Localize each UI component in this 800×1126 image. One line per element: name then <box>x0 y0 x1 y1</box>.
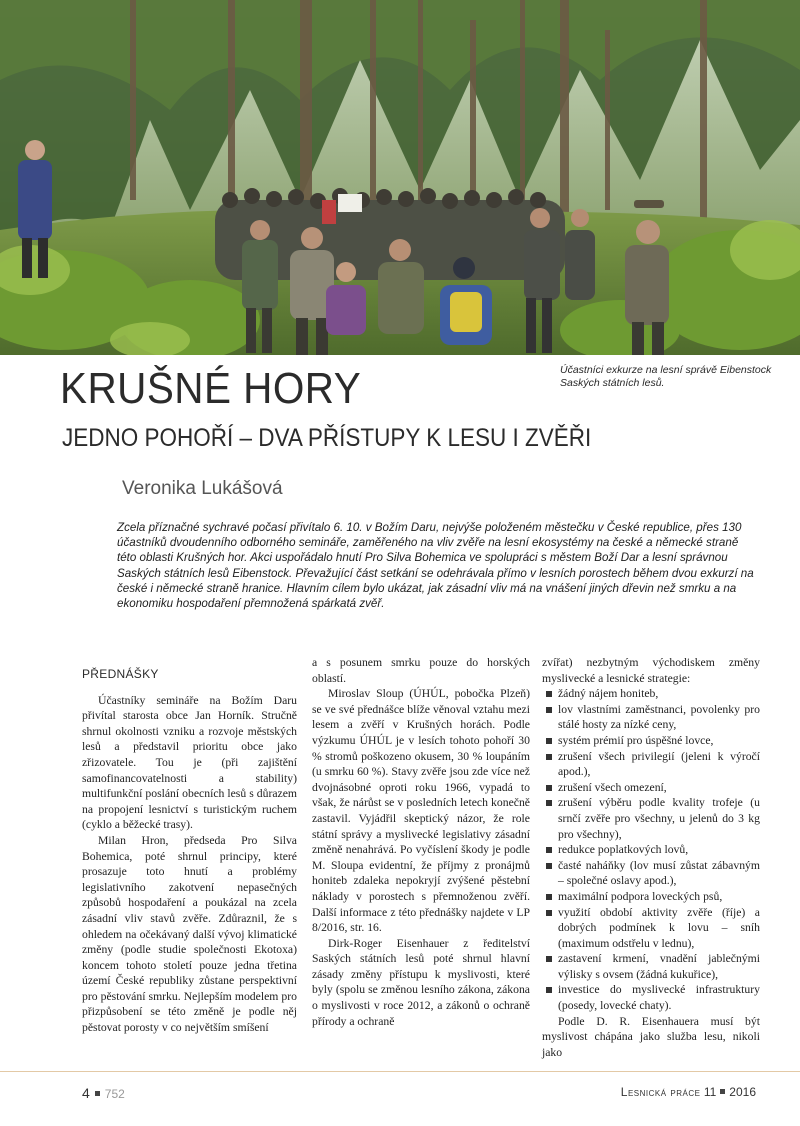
footer-rule <box>0 1071 800 1072</box>
list-item: systém prémií pro úspěšné lovce, <box>542 733 760 749</box>
square-bullet-icon <box>720 1089 725 1094</box>
list-item: redukce poplatkových lovů, <box>542 842 760 858</box>
list-item: lov vlastními zaměstnanci, povolenky pro stálé hosty za nízké ceny, <box>542 702 760 733</box>
list-item: využití období aktivity zvěře (říje) a dobrých podmínek k lovu – sníh (maximum odstřelu v lednu), <box>542 905 760 952</box>
article-lead: Zcela příznačné sychravé počasí přivítalo 6. 10. v Božím Daru, nejvýše položeném městečku v České republice, přes 130 účastníků dvoudenního odborného semináře, zaměřeného na vliv zvěře na lesní ekosystémy na české a německé straně této oblasti Krušných hor. Akci uspořádalo hnutí Pro Silva Bohemica ve spolupráci s městem Boží Dar a lesní správnou Saských státních lesů Eibenstock. Převažující část setkání se odehrávala přímo v lesních porostech během dvou exkurzí na české i německé straně hranice. Hlavním cílem bylo ukázat, jak zásadní vliv má na vnášení jiných dřevin než smrku a na ekonomiku hospodaření přemnožená spárkatá zvěř. <box>117 521 754 611</box>
square-bullet-icon <box>95 1091 100 1096</box>
list-item: žádný nájem honiteb, <box>542 686 760 702</box>
page-number <box>82 1085 125 1101</box>
paragraph: Milan Hron, předseda Pro Silva Bohemica, poté shrnul principy, které prosazuje toto hnutí a problémy legislativního zakotvení nepasečných způsobů hospodaření a poukázal na zcela zásadní vliv stavů zvěře. Zdůraznil, že s ohledem na očekávaný další vývoj klimatické změny (podle studie společnosti Ekotoxa) koncem tohoto století pouze jedna třetina území České republiky zůstane perspektivní pro pěstování smrku. Nejlepším modelem pro přizpůsobení se této změně je podle něj pěstovat porosty v co největším smíšení <box>82 833 297 1035</box>
list-item: zrušení všech omezení, <box>542 780 760 796</box>
paragraph: zvířat) nezbytným východiskem změny myslivecké a lesnické strategie: <box>542 656 760 685</box>
forest-photo-illustration <box>0 0 800 355</box>
journal-name: Lesnická práce <box>620 1085 701 1099</box>
column-3 <box>542 655 760 1060</box>
header-photo <box>0 0 800 355</box>
paragraph: Podle D. R. Eisenhauera musí být myslivost chápána jako služba lesu, nikoli jako <box>542 1014 760 1059</box>
list-item: časté naháňky (lov musí zůstat zábavným – společné oslavy apod.), <box>542 858 760 889</box>
article-title: KRUŠNÉ HORY <box>60 364 362 413</box>
strategy-list <box>542 686 760 1013</box>
list-item: zrušení všech privilegií (jeleni k výročí apod.), <box>542 749 760 780</box>
paragraph: Účastníky semináře na Božím Daru přivítal starosta obce Jan Horník. Stručně shrnul okolnosti vzniku a rozvoje městských lesů a představil prioritu obce jako zřizovatele. Tou je (při zajištění samofinancovatelnosti a stability) multifunkční poslání obecních lesů s důrazem na propojení lesnictví s turistickým ruchem (cyklo a běžecké trasy). <box>82 693 297 832</box>
list-item: zrušení výběru podle kvality trofeje (u srnčí zvěře pro všechny, u jelenů do 3 kg pro všechny), <box>542 795 760 842</box>
column-1 <box>82 655 297 1036</box>
column-2 <box>312 655 530 1029</box>
section-heading: PŘEDNÁŠKY <box>82 667 159 681</box>
paragraph: a s posunem smrku pouze do horských oblastí. <box>312 656 530 685</box>
journal-issue: 11 <box>703 1085 717 1099</box>
journal-year: 2016 <box>729 1085 756 1099</box>
list-item: maximální podpora loveckých psů, <box>542 889 760 905</box>
paragraph: Dirk-Roger Eisenhauer z ředitelství Saských státních lesů poté shrnul hlavní zásady změny přístupu k myslivosti, které byly (spolu se změnou lesního zákona, zákona o myslivosti v roce 2012, a zákonů o ochraně přírody a ochraně <box>312 936 530 1028</box>
page-total-value: 752 <box>104 1087 125 1101</box>
list-item: investice do myslivecké infrastruktury (posedy, lovecké chaty). <box>542 982 760 1013</box>
list-item: zastavení krmení, vnadění jablečnými výlisky s ovsem (žádná kukuřice), <box>542 951 760 982</box>
article-subtitle: JEDNO POHOŘÍ – DVA PŘÍSTUPY K LESU I ZVĚŘI <box>62 424 592 452</box>
page-number-value: 4 <box>82 1085 90 1101</box>
photo-caption: Účastníci exkurze na lesní správě Eibenstock Saských státních lesů. <box>560 364 772 389</box>
paragraph: Miroslav Sloup (ÚHÚL, pobočka Plzeň) se ve své přednášce blíže věnoval vztahu mezi lesem a zvěří v Krušných horách. Podle výzkumu ÚHÚL je v lesích tohoto pohoří 30 % stromů poškozeno okusem, 30 % loupáním (u smrku 60 %). Stavy zvěře jsou zde více než dvojnásobné oproti roku 1966, vypadá to však, že nárůst se v posledních letech konečně zastavil. Vyjádřil skeptický názor, že role státní správy a myslivecké legislativy zásadní změně nenahrává. Po vyčíslení škody je podle M. Sloupa evidentní, že příjmy z pronájmů honiteb zdaleka nepokryjí zvýšené pěstební náklady v porostech s přemnoženou zvěří. Další informace z této přednášky najdete v LP 8/2016, str. 16. <box>312 687 530 935</box>
article-author: Veronika Lukášová <box>122 478 283 499</box>
journal-info <box>621 1085 756 1099</box>
